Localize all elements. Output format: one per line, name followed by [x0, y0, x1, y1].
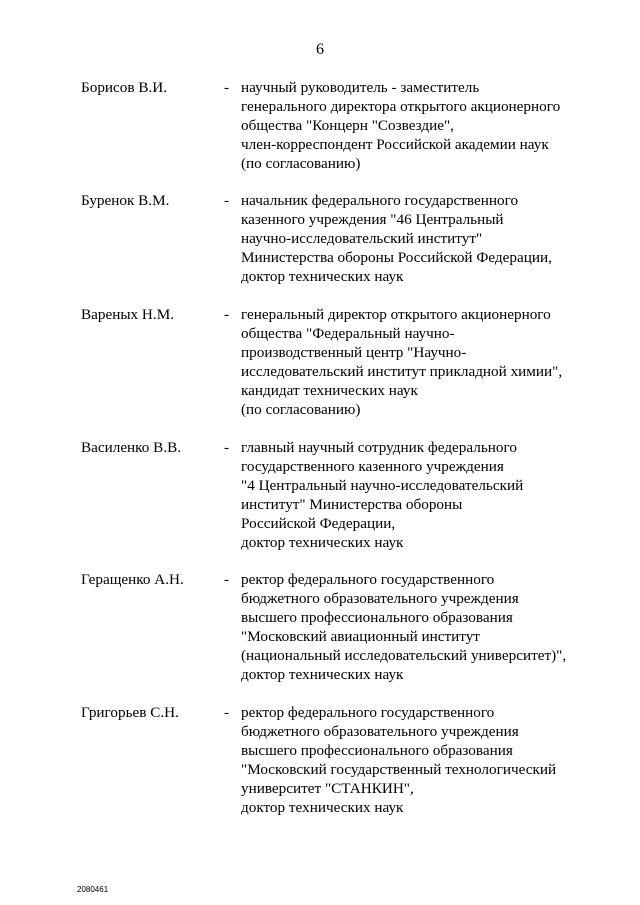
description-line: (национальный исследовательский университет)",: [241, 647, 567, 664]
description-line: производственный центр "Научно-: [241, 344, 467, 361]
member-name: Вареных Н.М.: [81, 306, 174, 323]
description-line: высшего профессионального образования: [241, 609, 513, 626]
description-line: доктор технических наук: [241, 268, 404, 285]
description-line: главный научный сотрудник федерального: [241, 439, 517, 456]
member-name: Василенко В.В.: [81, 439, 182, 456]
description-line: ректор федерального государственного: [241, 704, 495, 721]
description-line: научный руководитель - заместитель: [241, 79, 480, 96]
entry-dash: -: [224, 571, 230, 588]
member-name: Борисов В.И.: [81, 79, 168, 96]
member-name: Григорьев С.Н.: [81, 704, 179, 721]
member-list: [0, 78, 640, 817]
description-line: доктор технических наук: [241, 799, 404, 816]
description-line: институт" Министерства обороны: [241, 496, 463, 513]
description-line: высшего профессионального образования: [241, 742, 513, 759]
member-description: [241, 438, 621, 552]
document-code: 2080461: [77, 885, 109, 894]
member-description: [241, 78, 621, 173]
member-name: Буренок В.М.: [81, 192, 170, 209]
member-description: [241, 703, 621, 817]
description-line: доктор технических наук: [241, 666, 404, 683]
description-line: Министерства обороны Российской Федерации,: [241, 249, 552, 266]
member-entry: [0, 191, 640, 286]
member-entry: [0, 78, 640, 173]
member-entry: [0, 438, 640, 552]
description-line: научно-исследовательский институт": [241, 230, 483, 247]
description-line: ректор федерального государственного: [241, 571, 495, 588]
description-line: генеральный директор открытого акционерного: [241, 306, 551, 323]
description-line: общества "Концерн "Созвездие",: [241, 117, 454, 134]
description-line: бюджетного образовательного учреждения: [241, 590, 519, 607]
description-line: "4 Центральный научно-исследовательский: [241, 477, 524, 494]
description-line: кандидат технических наук: [241, 382, 418, 399]
description-line: (по согласованию): [241, 155, 361, 172]
description-line: государственного казенного учреждения: [241, 458, 504, 475]
member-description: [241, 305, 621, 419]
member-name: Геращенко А.Н.: [81, 571, 184, 588]
member-entry: [0, 570, 640, 684]
description-line: казенного учреждения "46 Центральный: [241, 211, 504, 228]
description-line: "Московский государственный технологический: [241, 761, 557, 778]
description-line: бюджетного образовательного учреждения: [241, 723, 519, 740]
entry-dash: -: [224, 79, 230, 96]
description-line: (по согласованию): [241, 401, 361, 418]
description-line: "Московский авиационный институт: [241, 628, 480, 645]
member-description: [241, 191, 621, 286]
description-line: университет "СТАНКИН",: [241, 780, 414, 797]
description-line: начальник федерального государственного: [241, 192, 519, 209]
member-entry: [0, 305, 640, 419]
entry-dash: -: [224, 192, 230, 209]
page-number: 6: [316, 41, 324, 58]
description-line: Российской Федерации,: [241, 515, 396, 532]
entry-dash: -: [224, 439, 230, 456]
member-description: [241, 570, 621, 684]
description-line: генерального директора открытого акционерного: [241, 98, 561, 115]
description-line: исследовательский институт прикладной химии",: [241, 363, 563, 380]
entry-dash: -: [224, 704, 230, 721]
member-entry: [0, 703, 640, 817]
description-line: доктор технических наук: [241, 534, 404, 551]
description-line: общества "Федеральный научно-: [241, 325, 455, 342]
entry-dash: -: [224, 306, 230, 323]
description-line: член-корреспондент Российской академии наук: [241, 136, 549, 153]
